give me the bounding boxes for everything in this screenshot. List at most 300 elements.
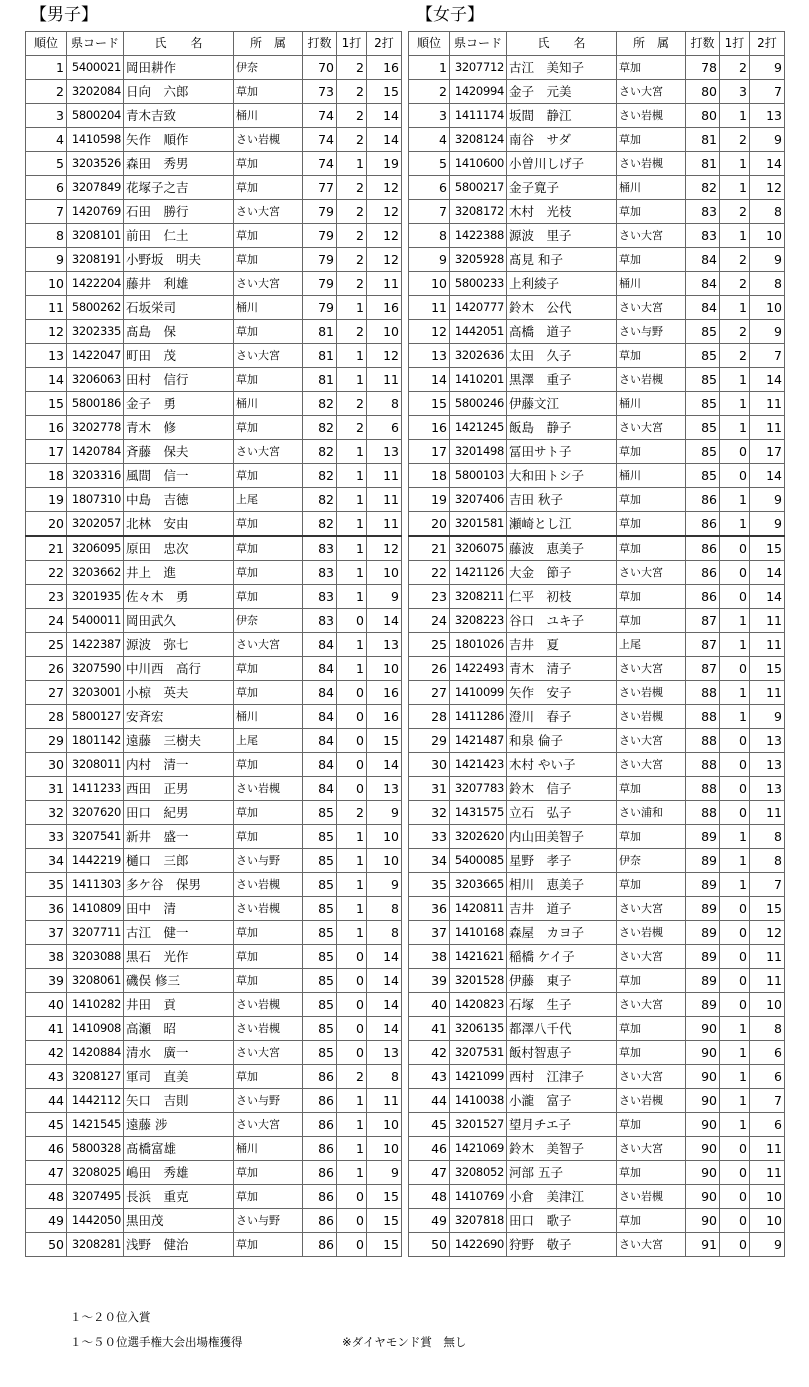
name-cell: 矢作 順作	[124, 128, 234, 152]
affiliation-cell: 伊奈	[234, 56, 303, 80]
women-table-row	[409, 897, 785, 921]
code-cell: 3203665	[450, 873, 507, 897]
second-putt-cell: 11	[750, 633, 785, 657]
second-putt-cell: 11	[367, 272, 402, 296]
men-table-row	[26, 464, 402, 488]
first-putt-cell: 3	[720, 80, 750, 104]
name-cell: 金子 元美	[507, 80, 617, 104]
name-cell: 森田 秀男	[124, 152, 234, 176]
code-cell: 3201935	[67, 585, 124, 609]
affiliation-cell: 草加	[617, 440, 686, 464]
rank-cell: 19	[26, 488, 67, 512]
affiliation-cell: さい岩槻	[617, 368, 686, 392]
score-cell: 86	[303, 1233, 337, 1257]
second-putt-cell: 6	[367, 416, 402, 440]
name-cell: 青木吉致	[124, 104, 234, 128]
code-cell: 3207711	[67, 921, 124, 945]
rank-cell: 5	[409, 152, 450, 176]
score-cell: 85	[303, 921, 337, 945]
second-putt-cell: 14	[367, 753, 402, 777]
first-putt-cell: 0	[337, 1233, 367, 1257]
score-cell: 82	[686, 176, 720, 200]
qualify-note: １～５０位選手権大会出場権獲得	[70, 1335, 243, 1349]
affiliation-cell: 桶川	[617, 176, 686, 200]
first-putt-cell: 1	[337, 512, 367, 537]
rank-cell: 20	[409, 512, 450, 537]
name-cell: 西田 正男	[124, 777, 234, 801]
affiliation-cell: さい大宮	[617, 1137, 686, 1161]
women-header-row	[409, 32, 785, 56]
affiliation-cell: さい岩槻	[617, 1185, 686, 1209]
rank-cell: 17	[409, 440, 450, 464]
men-table-row	[26, 320, 402, 344]
men-table-row	[26, 248, 402, 272]
first-putt-cell: 1	[720, 224, 750, 248]
score-cell: 84	[303, 729, 337, 753]
first-putt-cell: 0	[720, 561, 750, 585]
rank-cell: 40	[409, 993, 450, 1017]
men-code-header: 県コード	[67, 32, 124, 56]
affiliation-cell: 草加	[234, 801, 303, 825]
second-putt-cell: 11	[750, 1161, 785, 1185]
rank-cell: 2	[26, 80, 67, 104]
name-cell: 鈴木 信子	[507, 777, 617, 801]
score-cell: 82	[303, 440, 337, 464]
score-cell: 87	[686, 657, 720, 681]
name-cell: 新井 盛一	[124, 825, 234, 849]
name-cell: 仁平 初枝	[507, 585, 617, 609]
score-cell: 85	[303, 945, 337, 969]
code-cell: 1410598	[67, 128, 124, 152]
second-putt-cell: 13	[367, 1041, 402, 1065]
name-cell: 日向 六郎	[124, 80, 234, 104]
second-putt-cell: 11	[750, 681, 785, 705]
code-cell: 1801026	[450, 633, 507, 657]
affiliation-cell: 桶川	[234, 705, 303, 729]
second-putt-cell: 9	[367, 801, 402, 825]
men-table-row	[26, 440, 402, 464]
affiliation-cell: さい大宮	[234, 633, 303, 657]
affiliation-cell: 草加	[234, 585, 303, 609]
men-table-row	[26, 849, 402, 873]
score-cell: 79	[303, 224, 337, 248]
men-table-row	[26, 200, 402, 224]
affiliation-cell: さい与野	[617, 320, 686, 344]
rank-cell: 20	[26, 512, 67, 537]
rank-cell: 45	[26, 1113, 67, 1137]
first-putt-cell: 1	[337, 897, 367, 921]
men-table-row	[26, 392, 402, 416]
score-cell: 80	[686, 104, 720, 128]
score-cell: 83	[303, 585, 337, 609]
score-cell: 81	[303, 344, 337, 368]
first-putt-cell: 0	[337, 753, 367, 777]
code-cell: 1410201	[450, 368, 507, 392]
second-putt-cell: 12	[367, 248, 402, 272]
first-putt-cell: 1	[720, 392, 750, 416]
code-cell: 1422493	[450, 657, 507, 681]
rank-cell: 30	[409, 753, 450, 777]
code-cell: 3208191	[67, 248, 124, 272]
name-cell: 遠藤 涉	[124, 1113, 234, 1137]
name-cell: 稲橋 ケイ子	[507, 945, 617, 969]
second-putt-cell: 7	[750, 1089, 785, 1113]
first-putt-cell: 0	[720, 777, 750, 801]
men-table-row	[26, 1233, 402, 1257]
affiliation-cell: 草加	[234, 1233, 303, 1257]
affiliation-cell: 草加	[234, 416, 303, 440]
second-putt-cell: 14	[750, 464, 785, 488]
rank-cell: 44	[26, 1089, 67, 1113]
affiliation-cell: さい大宮	[617, 993, 686, 1017]
name-cell: 木村 光枝	[507, 200, 617, 224]
score-cell: 84	[303, 777, 337, 801]
affiliation-cell: さい大宮	[234, 1113, 303, 1137]
first-putt-cell: 2	[337, 248, 367, 272]
score-cell: 79	[303, 296, 337, 320]
affiliation-cell: 桶川	[234, 104, 303, 128]
affiliation-cell: 草加	[617, 512, 686, 537]
affiliation-cell: 草加	[617, 873, 686, 897]
code-cell: 5400021	[67, 56, 124, 80]
affiliation-cell: さい大宮	[617, 897, 686, 921]
code-cell: 1410168	[450, 921, 507, 945]
score-cell: 90	[686, 1185, 720, 1209]
code-cell: 5800204	[67, 104, 124, 128]
code-cell: 3202778	[67, 416, 124, 440]
second-putt-cell: 7	[750, 873, 785, 897]
rank-cell: 8	[26, 224, 67, 248]
second-putt-cell: 9	[750, 1233, 785, 1257]
code-cell: 1442219	[67, 849, 124, 873]
first-putt-cell: 0	[337, 705, 367, 729]
women-affiliation-header: 所 属	[617, 32, 686, 56]
name-cell: 藤井 利雄	[124, 272, 234, 296]
second-putt-cell: 11	[750, 945, 785, 969]
score-cell: 86	[686, 512, 720, 537]
score-cell: 85	[303, 897, 337, 921]
second-putt-cell: 8	[750, 849, 785, 873]
name-cell: 町田 茂	[124, 344, 234, 368]
rank-cell: 28	[409, 705, 450, 729]
code-cell: 1442112	[67, 1089, 124, 1113]
first-putt-cell: 0	[720, 1185, 750, 1209]
rank-cell: 46	[409, 1137, 450, 1161]
code-cell: 3203001	[67, 681, 124, 705]
affiliation-cell: 草加	[234, 320, 303, 344]
code-cell: 3203088	[67, 945, 124, 969]
score-cell: 82	[303, 392, 337, 416]
women-table-row	[409, 753, 785, 777]
rank-cell: 23	[409, 585, 450, 609]
code-cell: 1411174	[450, 104, 507, 128]
first-putt-cell: 2	[337, 392, 367, 416]
first-putt-cell: 0	[337, 1017, 367, 1041]
score-cell: 81	[686, 152, 720, 176]
second-putt-cell: 10	[367, 849, 402, 873]
men-table-row	[26, 272, 402, 296]
code-cell: 1420784	[67, 440, 124, 464]
second-putt-cell: 15	[367, 80, 402, 104]
women-table-row	[409, 633, 785, 657]
score-cell: 85	[303, 849, 337, 873]
affiliation-cell: 草加	[234, 945, 303, 969]
men-table-row	[26, 1089, 402, 1113]
score-cell: 84	[686, 248, 720, 272]
name-cell: 北林 安由	[124, 512, 234, 537]
affiliation-cell: さい岩槻	[617, 921, 686, 945]
name-cell: 望月チエ子	[507, 1113, 617, 1137]
women-table-row	[409, 152, 785, 176]
affiliation-cell: さい与野	[234, 849, 303, 873]
first-putt-cell: 1	[337, 1161, 367, 1185]
rank-cell: 29	[26, 729, 67, 753]
score-cell: 91	[686, 1233, 720, 1257]
second-putt-cell: 15	[367, 1185, 402, 1209]
rank-cell: 43	[26, 1065, 67, 1089]
men-table-row	[26, 825, 402, 849]
men-table-row	[26, 921, 402, 945]
code-cell: 3203316	[67, 464, 124, 488]
rank-cell: 37	[409, 921, 450, 945]
name-cell: 樋口 三郎	[124, 849, 234, 873]
second-putt-cell: 10	[367, 320, 402, 344]
name-cell: 上利綾子	[507, 272, 617, 296]
women-table-row	[409, 1233, 785, 1257]
second-putt-cell: 15	[750, 536, 785, 561]
score-cell: 77	[303, 176, 337, 200]
women-table-row	[409, 873, 785, 897]
first-putt-cell: 2	[337, 224, 367, 248]
second-putt-cell: 11	[367, 464, 402, 488]
score-cell: 85	[303, 993, 337, 1017]
affiliation-cell: 草加	[234, 464, 303, 488]
rank-cell: 34	[26, 849, 67, 873]
score-cell: 89	[686, 969, 720, 993]
rank-cell: 31	[26, 777, 67, 801]
score-cell: 90	[686, 1113, 720, 1137]
rank-cell: 49	[26, 1209, 67, 1233]
second-putt-cell: 9	[367, 585, 402, 609]
affiliation-cell: 草加	[234, 1065, 303, 1089]
first-putt-cell: 1	[720, 488, 750, 512]
code-cell: 5800262	[67, 296, 124, 320]
second-putt-cell: 10	[750, 224, 785, 248]
men-table-row	[26, 1137, 402, 1161]
second-putt-cell: 11	[750, 1137, 785, 1161]
code-cell: 1422388	[450, 224, 507, 248]
second-putt-cell: 8	[750, 825, 785, 849]
first-putt-cell: 1	[337, 296, 367, 320]
name-cell: 磯俣 修三	[124, 969, 234, 993]
code-cell: 3208211	[450, 585, 507, 609]
score-cell: 85	[686, 320, 720, 344]
name-cell: 藤波 恵美子	[507, 536, 617, 561]
second-putt-cell: 14	[367, 1017, 402, 1041]
affiliation-cell: 草加	[617, 1209, 686, 1233]
women-score-header: 打数	[686, 32, 720, 56]
name-cell: 青木 修	[124, 416, 234, 440]
name-cell: 飯島 静子	[507, 416, 617, 440]
second-putt-cell: 7	[750, 344, 785, 368]
affiliation-cell: 桶川	[617, 272, 686, 296]
code-cell: 1411286	[450, 705, 507, 729]
affiliation-cell: さい与野	[234, 1209, 303, 1233]
second-putt-cell: 16	[367, 705, 402, 729]
name-cell: 南谷 サダ	[507, 128, 617, 152]
second-putt-cell: 11	[750, 392, 785, 416]
code-cell: 5800103	[450, 464, 507, 488]
name-cell: 谷口 ユキ子	[507, 609, 617, 633]
first-putt-cell: 1	[337, 368, 367, 392]
score-cell: 89	[686, 945, 720, 969]
code-cell: 3206063	[67, 368, 124, 392]
name-cell: 田村 信行	[124, 368, 234, 392]
men-table-row	[26, 104, 402, 128]
women-table-row	[409, 1209, 785, 1233]
score-cell: 81	[686, 128, 720, 152]
code-cell: 1422047	[67, 344, 124, 368]
affiliation-cell: さい大宮	[234, 440, 303, 464]
name-cell: 岡田武久	[124, 609, 234, 633]
first-putt-cell: 0	[720, 440, 750, 464]
affiliation-cell: 草加	[617, 1041, 686, 1065]
diamond-award-note: ※ダイヤモンド賞 無し	[342, 1335, 467, 1349]
name-cell: 星野 孝子	[507, 849, 617, 873]
men-table-row	[26, 296, 402, 320]
name-cell: 黒石 光作	[124, 945, 234, 969]
men-rows	[26, 56, 402, 1257]
women-table-row	[409, 1065, 785, 1089]
second-putt-cell: 11	[750, 609, 785, 633]
affiliation-cell: 草加	[617, 200, 686, 224]
women-table-row	[409, 1089, 785, 1113]
men-score-header: 打数	[303, 32, 337, 56]
rank-cell: 41	[26, 1017, 67, 1041]
score-cell: 90	[686, 1209, 720, 1233]
second-putt-cell: 13	[750, 104, 785, 128]
rank-cell: 27	[409, 681, 450, 705]
rank-cell: 48	[26, 1185, 67, 1209]
rank-cell: 14	[409, 368, 450, 392]
second-putt-cell: 9	[750, 248, 785, 272]
second-putt-cell: 11	[750, 416, 785, 440]
name-cell: 浅野 健治	[124, 1233, 234, 1257]
second-putt-cell: 9	[750, 488, 785, 512]
women-table-row	[409, 392, 785, 416]
rank-cell: 35	[26, 873, 67, 897]
rank-cell: 50	[409, 1233, 450, 1257]
affiliation-cell: 草加	[234, 536, 303, 561]
women-table-row	[409, 368, 785, 392]
men-table-row	[26, 512, 402, 537]
affiliation-cell: さい大宮	[617, 561, 686, 585]
name-cell: 河部 五子	[507, 1161, 617, 1185]
affiliation-cell: 草加	[234, 561, 303, 585]
rank-cell: 26	[26, 657, 67, 681]
rank-cell: 15	[409, 392, 450, 416]
women-table-row	[409, 921, 785, 945]
women-table-row	[409, 849, 785, 873]
rank-cell: 45	[409, 1113, 450, 1137]
affiliation-cell: 草加	[617, 777, 686, 801]
first-putt-cell: 1	[337, 633, 367, 657]
rank-cell: 7	[26, 200, 67, 224]
rank-cell: 26	[409, 657, 450, 681]
name-cell: 田口 歌子	[507, 1209, 617, 1233]
women-table-row	[409, 464, 785, 488]
affiliation-cell: 桶川	[234, 392, 303, 416]
score-cell: 84	[686, 272, 720, 296]
affiliation-cell: 草加	[617, 536, 686, 561]
first-putt-cell: 1	[337, 561, 367, 585]
affiliation-cell: さい大宮	[617, 1233, 686, 1257]
first-putt-cell: 1	[720, 1041, 750, 1065]
second-putt-cell: 14	[367, 609, 402, 633]
score-cell: 83	[686, 200, 720, 224]
second-putt-cell: 14	[367, 969, 402, 993]
rank-cell: 7	[409, 200, 450, 224]
men-table-row	[26, 585, 402, 609]
affiliation-cell: 草加	[234, 1161, 303, 1185]
first-putt-cell: 1	[337, 825, 367, 849]
rank-cell: 4	[26, 128, 67, 152]
code-cell: 3207541	[67, 825, 124, 849]
code-cell: 3208025	[67, 1161, 124, 1185]
first-putt-cell: 1	[337, 873, 367, 897]
women-table-row	[409, 296, 785, 320]
men-second-putt-header: 2打	[367, 32, 402, 56]
second-putt-cell: 11	[750, 801, 785, 825]
women-table-row	[409, 1137, 785, 1161]
first-putt-cell: 0	[337, 1185, 367, 1209]
second-putt-cell: 13	[750, 753, 785, 777]
women-name-header: 氏 名	[507, 32, 617, 56]
score-cell: 74	[303, 152, 337, 176]
code-cell: 3201498	[450, 440, 507, 464]
rank-cell: 5	[26, 152, 67, 176]
second-putt-cell: 11	[367, 488, 402, 512]
code-cell: 1421487	[450, 729, 507, 753]
first-putt-cell: 2	[720, 344, 750, 368]
name-cell: 冨田サト子	[507, 440, 617, 464]
affiliation-cell: 草加	[234, 152, 303, 176]
name-cell: 安斉宏	[124, 705, 234, 729]
first-putt-cell: 0	[720, 1137, 750, 1161]
men-table-row	[26, 1209, 402, 1233]
first-putt-cell: 0	[337, 969, 367, 993]
code-cell: 3201527	[450, 1113, 507, 1137]
name-cell: 金子 勇	[124, 392, 234, 416]
women-table-row	[409, 344, 785, 368]
first-putt-cell: 0	[720, 945, 750, 969]
first-putt-cell: 1	[337, 1113, 367, 1137]
second-putt-cell: 10	[367, 825, 402, 849]
code-cell: 5800328	[67, 1137, 124, 1161]
women-table-row	[409, 777, 785, 801]
score-cell: 88	[686, 801, 720, 825]
rank-cell: 28	[26, 705, 67, 729]
affiliation-cell: 草加	[234, 176, 303, 200]
score-cell: 85	[686, 392, 720, 416]
score-cell: 85	[686, 440, 720, 464]
second-putt-cell: 16	[367, 56, 402, 80]
first-putt-cell: 2	[720, 248, 750, 272]
women-table-row	[409, 416, 785, 440]
first-putt-cell: 0	[720, 1233, 750, 1257]
rank-cell: 8	[409, 224, 450, 248]
name-cell: 西村 江津子	[507, 1065, 617, 1089]
